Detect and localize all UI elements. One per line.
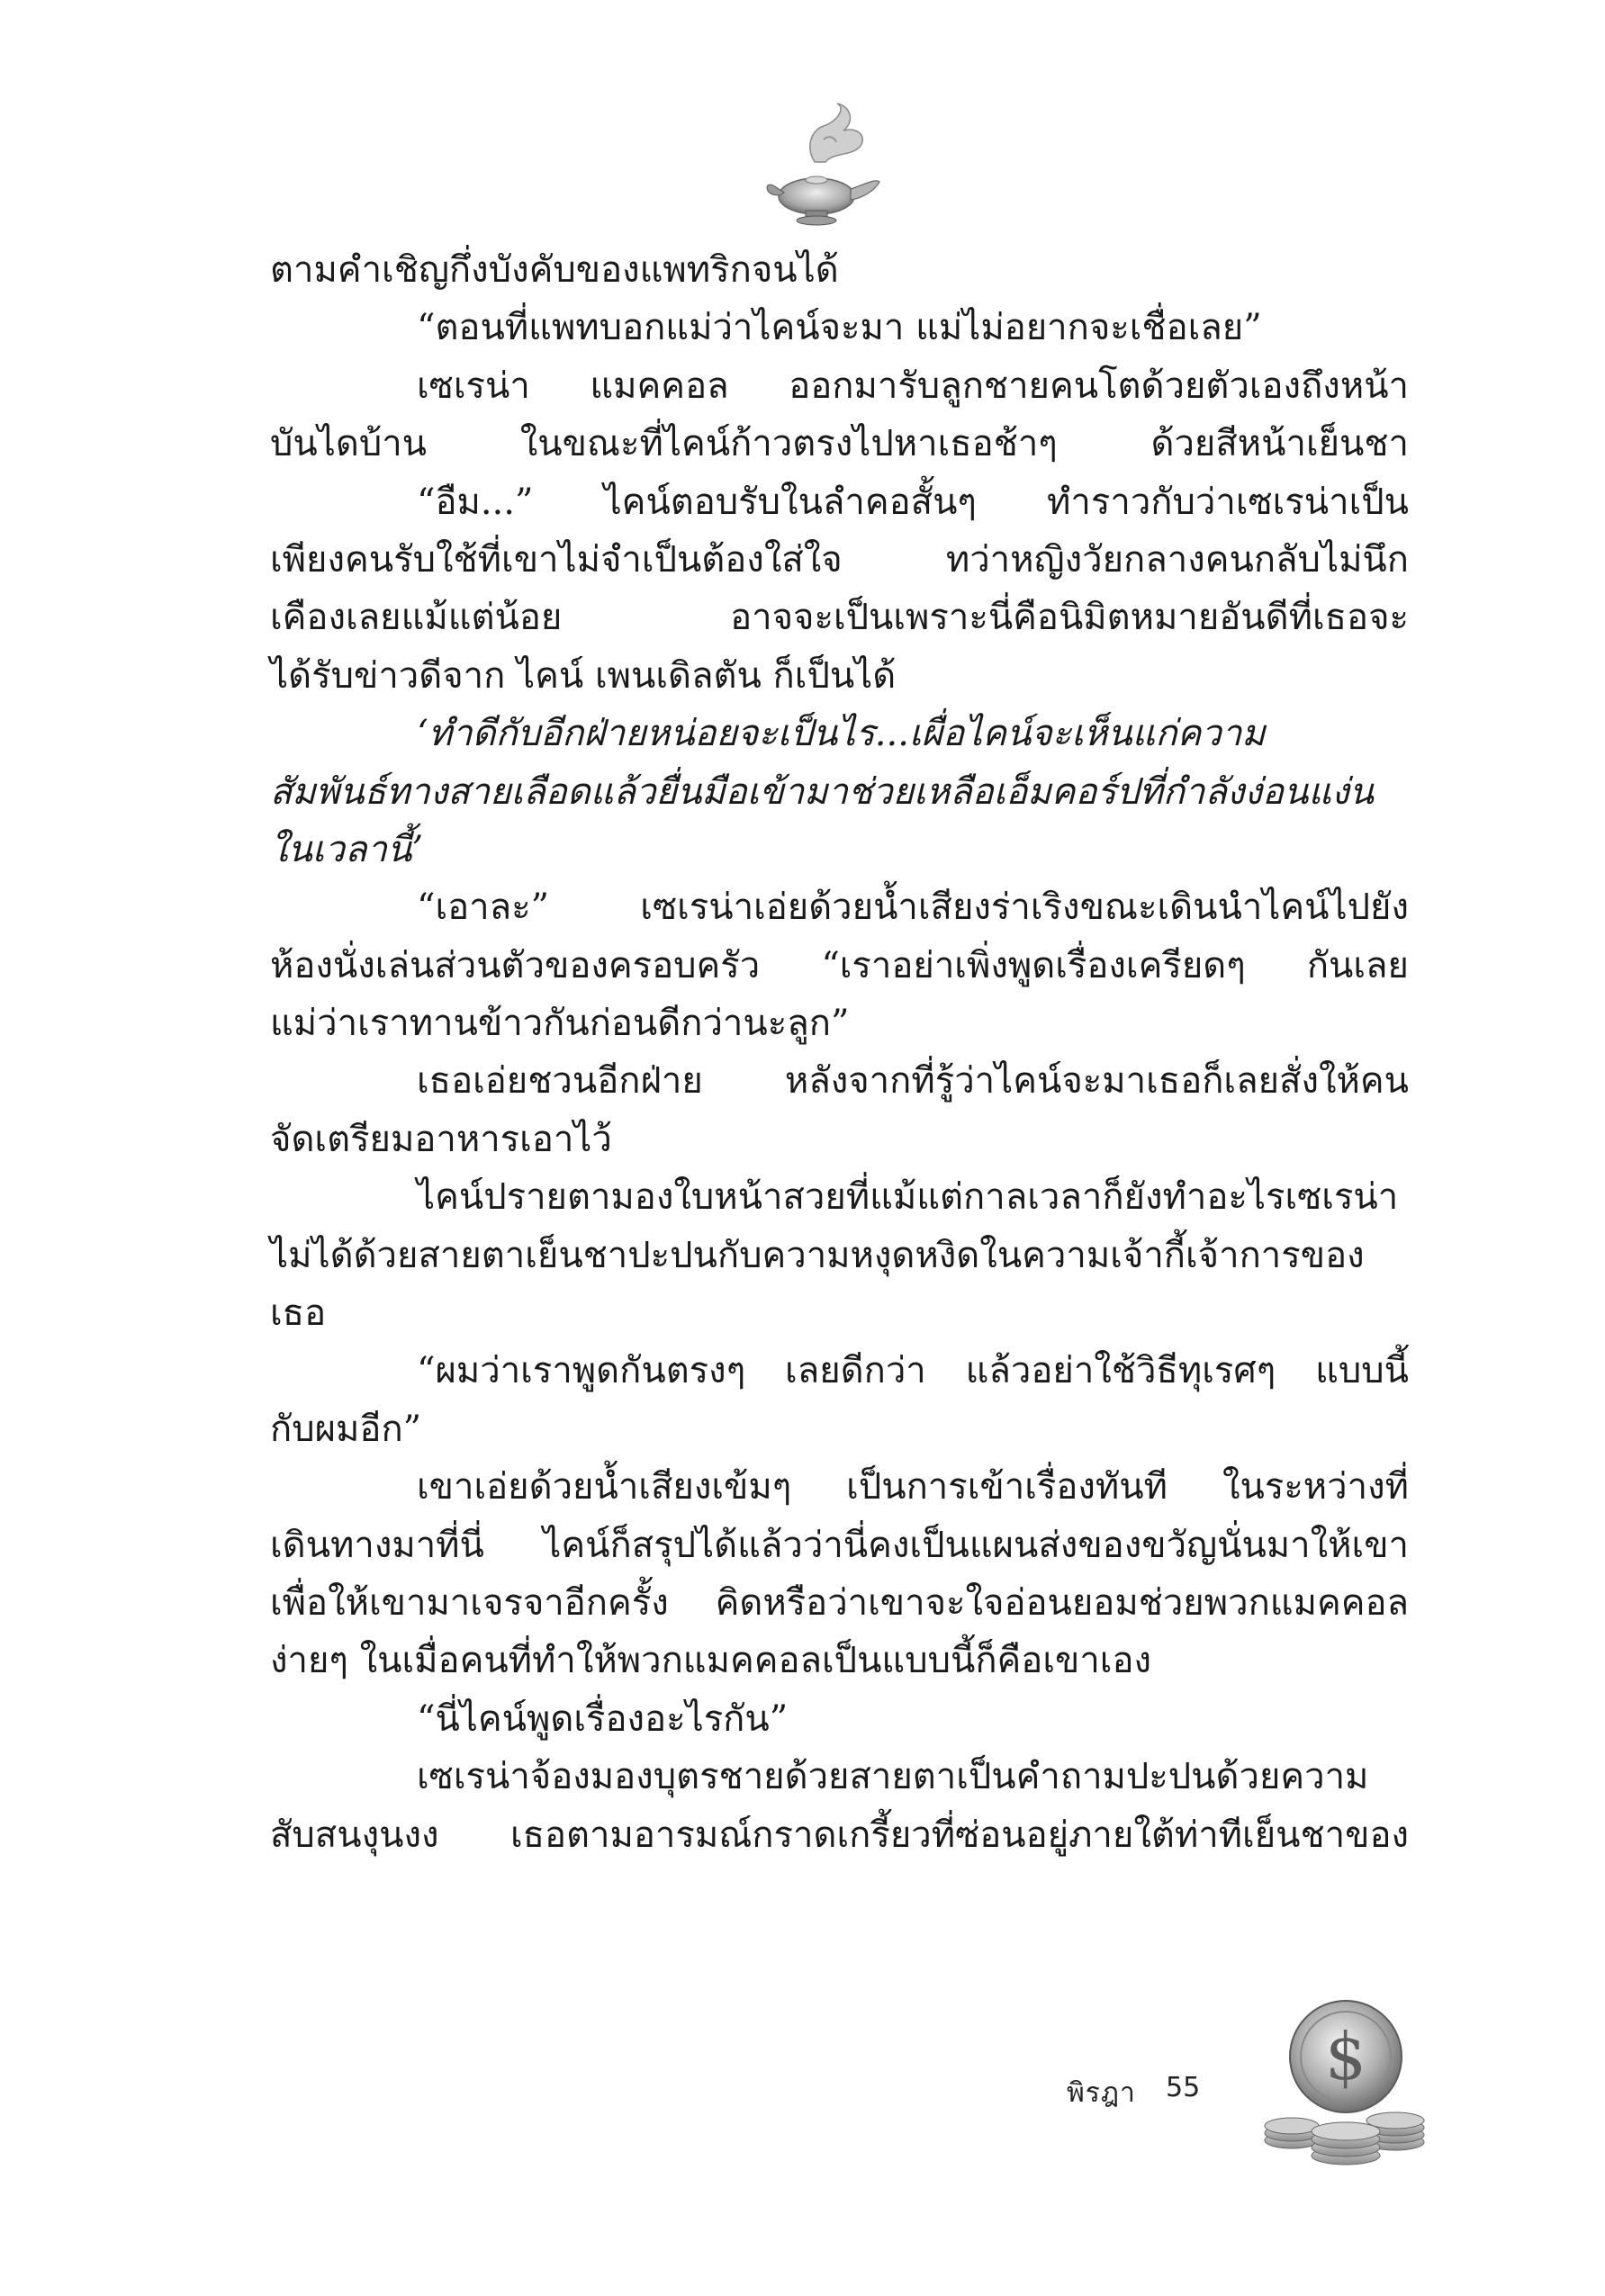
text-line: ตามคำเชิญกึ่งบังคับของแพทริกจนได้ — [270, 249, 839, 291]
magic-lamp-icon — [761, 99, 882, 234]
text-line: จัดเตรียมอาหารเอาไว้ — [270, 1118, 612, 1160]
text-line: “ผมว่าเราพูดกันตรงๆ เลยดีกว่า แล้วอย่าใช้วิธีทุเรศๆ แบบนี้ — [417, 1350, 1409, 1392]
text-line: ห้องนั่งเล่นส่วนตัวของครอบครัว “เราอย่าเพิ่งพูดเรื่องเครียดๆ กันเลย — [270, 944, 1409, 986]
text-line: “อืม...” ไคน์ตอบรับในลำคอสั้นๆ ทำราวกับว่าเซเรน่าเป็น — [417, 481, 1409, 523]
page-number: 55 — [1166, 2072, 1201, 2103]
text-line: ในเวลานี้’ — [270, 828, 424, 870]
author-name: พิรฎา — [1067, 2077, 1136, 2109]
text-line: ง่ายๆ ในเมื่อคนที่ทำให้พวกแมคคอลเป็นแบบนี้ก็คือเขาเอง — [270, 1640, 1152, 1682]
text-line: แม่ว่าเราทานข้าวกันก่อนดีกว่านะลูก” — [270, 1003, 850, 1045]
text-line: ไม่ได้ด้วยสายตาเย็นชาปะปนกับความหงุดหงิดในความเจ้ากี้เจ้าการของ — [270, 1234, 1365, 1276]
text-line: “นี่ไคน์พูดเรื่องอะไรกัน” — [417, 1697, 789, 1740]
text-line: เธอ — [270, 1292, 327, 1335]
coin-stack-icon — [1256, 1989, 1436, 2169]
text-line: บันไดบ้าน ในขณะที่ไคน์ก้าวตรงไปหาเธอช้าๆ ด้วยสีหน้าเย็นชา — [270, 423, 1409, 465]
text-line: เพียงคนรับใช้ที่เขาไม่จำเป็นต้องใส่ใจ ทว่าหญิงวัยกลางคนกลับไม่นึก — [270, 538, 1409, 581]
body-text — [270, 241, 1409, 1864]
text-line: เขาเอ่ยด้วยน้ำเสียงเข้มๆ เป็นการเข้าเรื่องทันที ในระหว่างที่ — [417, 1466, 1409, 1508]
text-line: ไคน์ปรายตามองใบหน้าสวยที่แม้แต่กาลเวลาก็ยังทำอะไรเซเรน่า — [417, 1176, 1399, 1219]
text-line: สับสนงุนงง เธอตามอารมณ์กราดเกรี้ยวที่ซ่อนอยู่ภายใต้ท่าทีเย็นชาของ — [270, 1814, 1409, 1856]
text-line: “ตอนที่แพทบอกแม่ว่าไคน์จะมา แม่ไม่อยากจะเชื่อเลย” — [417, 307, 1262, 349]
text-line: เซเรน่า แมคคอล ออกมารับลูกชายคนโตด้วยตัวเองถึงหน้า — [417, 365, 1409, 407]
text-line: ได้รับข่าวดีจาก ไคน์ เพนเดิลตัน ก็เป็นได้ — [270, 654, 897, 697]
text-line: เซเรน่าจ้องมองบุตรชายด้วยสายตาเป็นคำถามปะปนด้วยความ — [417, 1756, 1369, 1798]
text-line: กับผมอีก” — [270, 1408, 422, 1450]
svg-text:$: $ — [1325, 2019, 1366, 2094]
text-line: เธอเอ่ยชวนอีกฝ่าย หลังจากที่รู้ว่าไคน์จะมาเธอก็เลยสั่งให้คน — [417, 1060, 1409, 1103]
text-line: เคืองเลยแม้แต่น้อย อาจจะเป็นเพราะนี่คือนิมิตหมายอันดีที่เธอจะ — [270, 597, 1409, 639]
text-line: สัมพันธ์ทางสายเลือดแล้วยื่นมือเข้ามาช่วยเหลือเอ็มคอร์ปที่กำลังง่อนแง่น — [270, 770, 1374, 813]
text-line: เพื่อให้เขามาเจรจาอีกครั้ง คิดหรือว่าเขาจะใจอ่อนยอมช่วยพวกแมคคอล — [270, 1581, 1409, 1624]
text-line: เดินทางมาที่นี่ ไคน์ก็สรุปได้แล้วว่านี่คงเป็นแผนส่งของขวัญนั่นมาให้เขา — [270, 1524, 1409, 1566]
text-line: ‘ทำดีกับอีกฝ่ายหน่อยจะเป็นไร...เผื่อไคน์จะเห็นแก่ความ — [417, 713, 1266, 755]
text-line: “เอาละ” เซเรน่าเอ่ยด้วยน้ำเสียงร่าเริงขณะเดินนำไคน์ไปยัง — [417, 887, 1409, 929]
